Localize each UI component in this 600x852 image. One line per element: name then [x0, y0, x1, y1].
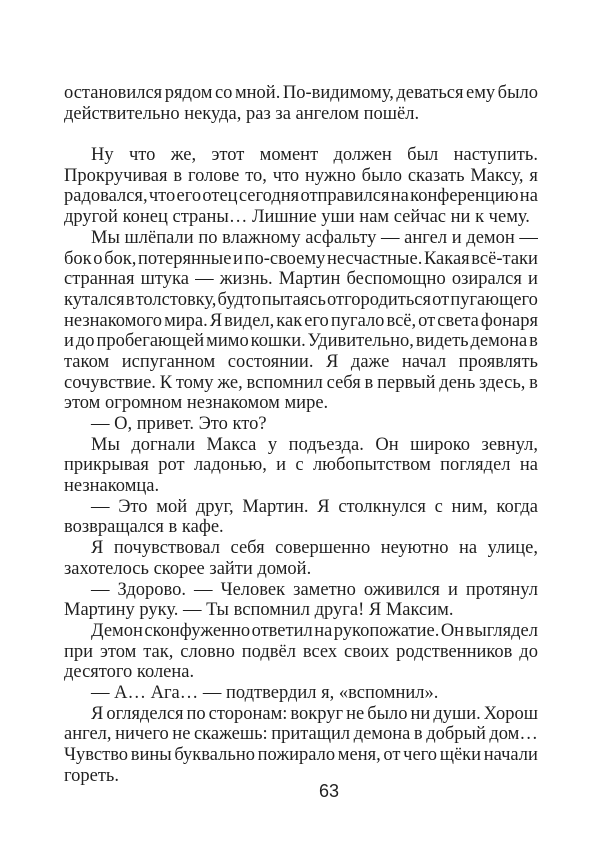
word: влажному	[222, 227, 301, 248]
word: деваться	[396, 83, 464, 103]
word: от	[432, 289, 450, 310]
text-line	[64, 373, 538, 394]
word: потерянные	[138, 248, 232, 269]
word: выглядел	[465, 620, 538, 641]
word: будто	[217, 289, 261, 310]
word: что	[272, 165, 300, 186]
text-line	[64, 435, 538, 456]
text-line	[64, 497, 538, 518]
paragraph	[64, 621, 538, 683]
word: вспомнил	[246, 372, 323, 393]
word: было	[367, 703, 408, 724]
word: К	[159, 372, 173, 393]
word: —	[519, 227, 538, 248]
text-line	[64, 228, 538, 249]
word: —	[194, 579, 213, 600]
word: Удивительно,	[307, 331, 414, 352]
word: неуютно	[380, 538, 449, 559]
page-text	[64, 83, 538, 786]
word: Мы	[91, 227, 120, 248]
word: пытаясь	[261, 289, 326, 310]
word: скажешь:	[193, 724, 268, 745]
text-line: Мартину руку. — Ты вспомнил друга! Я Максим.	[64, 600, 454, 621]
text-line: гореть.	[64, 765, 119, 786]
word: демон	[466, 227, 515, 248]
word: меня,	[337, 745, 381, 765]
word: Чувство	[64, 745, 129, 765]
word: остановился	[64, 83, 163, 103]
word: бок	[64, 248, 92, 269]
word: Здорово.	[117, 579, 186, 600]
word: Он	[440, 620, 465, 641]
word: не	[346, 703, 365, 724]
text-line	[64, 580, 538, 601]
word: мира.	[164, 310, 208, 331]
word: Мы	[91, 434, 120, 455]
paragraph	[64, 435, 538, 497]
word: мной.	[234, 83, 281, 103]
word: пробегающей	[96, 331, 205, 352]
word: нужно	[305, 165, 356, 186]
word: широко	[410, 434, 471, 455]
word: фонаря	[480, 310, 538, 331]
word: мимо	[206, 331, 249, 352]
text-line	[64, 311, 538, 332]
word: души.	[433, 703, 481, 724]
text-line: десятого колена.	[64, 662, 195, 683]
word: сегодня	[238, 186, 300, 207]
word: в	[413, 724, 423, 745]
paragraph	[64, 228, 538, 414]
text-line	[64, 704, 538, 725]
word: странная	[64, 269, 135, 290]
word: момент	[259, 145, 319, 166]
word: Ну	[91, 145, 114, 166]
text-line	[64, 538, 538, 559]
word: с	[295, 455, 304, 476]
word: до	[519, 641, 538, 662]
word: от	[418, 310, 436, 331]
word: не	[172, 724, 191, 745]
word: сторонам:	[208, 703, 288, 724]
word: как	[276, 310, 303, 331]
word: сочувствие.	[64, 372, 156, 393]
word: сказать	[407, 165, 465, 186]
word: Прокручивая	[64, 165, 168, 186]
word: родственников	[396, 641, 513, 662]
word: вокруг	[290, 703, 344, 724]
word: отец	[202, 186, 238, 207]
word: демона	[470, 331, 528, 352]
word: добрый	[426, 724, 486, 745]
text-line	[64, 724, 538, 745]
word: отправился	[300, 186, 390, 207]
text-line	[64, 352, 538, 373]
word: догнали	[131, 434, 196, 455]
word: ангел,	[64, 724, 112, 745]
text-line	[64, 145, 538, 166]
text-line	[64, 331, 538, 352]
word: состоянии.	[227, 351, 314, 372]
word: на	[390, 186, 409, 207]
word: пожирало	[257, 745, 336, 765]
word: по	[186, 703, 206, 724]
paragraph	[64, 580, 538, 621]
word: поглядел	[440, 455, 511, 476]
word: Мартин	[278, 269, 341, 290]
text-line	[64, 621, 538, 642]
text-line	[64, 249, 538, 270]
word: пугало	[330, 310, 385, 331]
word: его	[304, 310, 329, 331]
word: этом	[99, 641, 137, 662]
word: улице,	[487, 538, 538, 559]
word: рядом	[164, 83, 213, 103]
word: Я	[91, 703, 104, 724]
word: даже	[350, 351, 390, 372]
word: мой	[156, 496, 188, 517]
word: Я	[91, 538, 104, 559]
word: и	[528, 269, 538, 290]
word: со	[214, 83, 233, 103]
word: до	[75, 331, 95, 352]
word: и	[447, 579, 458, 600]
word: на	[459, 538, 478, 559]
word: —	[91, 579, 110, 600]
text-line	[64, 455, 538, 476]
word: себя	[326, 372, 361, 393]
word: беспомощно	[346, 269, 446, 290]
word: я	[529, 165, 538, 186]
word: на	[314, 620, 333, 641]
word: Это	[118, 496, 148, 517]
word: начал	[401, 351, 447, 372]
word: света	[437, 310, 479, 331]
word: Какая	[423, 248, 470, 269]
word: подъезда.	[288, 434, 364, 455]
paragraph	[64, 83, 538, 124]
word: ответил	[251, 620, 313, 641]
word: дом…	[489, 724, 538, 745]
word: почувствовал	[113, 538, 220, 559]
word: Человек	[220, 579, 286, 600]
word: с	[434, 496, 443, 517]
text-line	[64, 83, 538, 104]
word: жизнь.	[219, 269, 273, 290]
word: голове	[187, 165, 240, 186]
word: рот	[158, 455, 185, 476]
text-line	[64, 290, 538, 311]
page-footer	[0, 781, 600, 802]
word: на	[519, 186, 538, 207]
word: о	[93, 248, 103, 269]
text-line	[64, 642, 538, 663]
word: ангел	[404, 227, 448, 248]
word: Хорош	[483, 703, 538, 724]
word: чего	[403, 745, 438, 765]
text-line: — А… Ага… — подтвердил я, «вспомнил».	[91, 682, 439, 703]
word: Максу,	[470, 165, 524, 186]
word: так,	[143, 641, 174, 662]
word: у	[267, 434, 278, 455]
word: буквально	[174, 745, 255, 765]
word: конференцию	[410, 186, 519, 207]
word: словно	[180, 641, 235, 662]
word: штука	[140, 269, 189, 290]
word: бок,	[104, 248, 137, 269]
word: зевнул,	[481, 434, 538, 455]
word: был	[407, 145, 439, 166]
text-line	[64, 186, 538, 207]
text-line: захотелось скорее зайти домой.	[64, 558, 312, 579]
word: Макса	[206, 434, 257, 455]
word: и	[64, 331, 74, 352]
word: озирался	[451, 269, 522, 290]
word: незнакомого	[64, 310, 163, 331]
word: всех	[302, 641, 338, 662]
word: По-видимому,	[282, 83, 394, 103]
word: было	[361, 165, 402, 186]
word: испуганном	[121, 351, 216, 372]
word: —	[195, 269, 214, 290]
word: огляделся	[106, 703, 184, 724]
word: ним,	[451, 496, 488, 517]
word: любопытством	[312, 455, 431, 476]
word: всё-таки	[471, 248, 538, 269]
word: асфальту	[305, 227, 377, 248]
word: ни	[410, 703, 431, 724]
word: щёки	[439, 745, 482, 765]
word: видеть	[415, 331, 469, 352]
text-line: другой конец страны… Лишние уши нам сейчас ни к чему.	[64, 207, 530, 228]
word: ничего	[115, 724, 169, 745]
word: таком	[64, 351, 110, 372]
word: столкнулся	[338, 496, 426, 517]
word: протянул	[465, 579, 538, 600]
word: в	[364, 372, 374, 393]
word: ему	[465, 83, 496, 103]
word: что	[128, 145, 156, 166]
word: совершенно	[275, 538, 371, 559]
word: —	[91, 496, 110, 517]
word: несчастные.	[326, 248, 423, 269]
word: в	[529, 331, 538, 352]
word: подвёл	[241, 641, 296, 662]
word: радовался,	[64, 186, 148, 207]
word: на	[519, 455, 538, 476]
word: ладонью,	[193, 455, 267, 476]
paragraph	[64, 145, 538, 228]
text-line: этом огромном незнакомом мире.	[64, 393, 329, 414]
word: Я	[317, 496, 330, 517]
word: Я	[209, 310, 223, 331]
text-line: возвращался в кафе.	[64, 517, 224, 538]
word: кошки.	[250, 331, 306, 352]
word: оживился	[363, 579, 440, 600]
word: что	[148, 186, 176, 207]
word: начали	[483, 745, 538, 765]
paragraph	[64, 683, 538, 704]
word: было	[497, 83, 538, 103]
word: толстовку,	[135, 289, 217, 310]
word: по	[198, 227, 218, 248]
paragraph	[64, 414, 538, 435]
word: и	[233, 248, 243, 269]
text-line: действительно некуда, раз за ангелом пошёл.	[64, 103, 420, 124]
word: должен	[333, 145, 392, 166]
word: пугающего	[450, 289, 538, 310]
word: прикрывая	[64, 455, 149, 476]
paragraph	[64, 704, 538, 787]
text-line	[64, 269, 538, 290]
word: то,	[245, 165, 267, 186]
word: демона	[353, 724, 411, 745]
word: день	[439, 372, 476, 393]
word: Он	[375, 434, 399, 455]
paragraph	[64, 497, 538, 538]
word: вины	[130, 745, 172, 765]
word: по-своему	[244, 248, 326, 269]
word: Мартин.	[242, 496, 309, 517]
word: в	[173, 165, 183, 186]
text-line: незнакомца.	[64, 476, 160, 497]
word: же,	[217, 372, 243, 393]
word: себя	[230, 538, 265, 559]
word: наступить.	[453, 145, 538, 166]
word: рукопожатие.	[333, 620, 440, 641]
word: в	[125, 289, 135, 310]
word: когда	[496, 496, 538, 517]
word: и	[276, 455, 287, 476]
word: сконфуженно	[144, 620, 251, 641]
word: своих	[344, 641, 390, 662]
word: всё,	[386, 310, 417, 331]
word: —	[381, 227, 400, 248]
word: тому	[175, 372, 214, 393]
word: видел,	[224, 310, 275, 331]
word: его	[176, 186, 202, 207]
word: заметно	[293, 579, 356, 600]
word: в	[529, 372, 538, 393]
text-line: — О, привет. Это кто?	[91, 414, 267, 434]
word: и	[451, 227, 462, 248]
word: притащил	[271, 724, 351, 745]
word: Демон	[91, 620, 143, 641]
word: отгородиться	[327, 289, 432, 310]
word: проявлять	[458, 351, 538, 372]
page-number: 63	[318, 781, 340, 801]
text-line	[64, 745, 538, 766]
paragraph	[64, 538, 538, 579]
word: кутался	[64, 289, 125, 310]
word: друг,	[195, 496, 234, 517]
word: при	[64, 641, 94, 662]
word: шлёпали	[124, 227, 194, 248]
word: первый	[377, 372, 436, 393]
word: Я	[326, 351, 339, 372]
word: этот	[211, 145, 245, 166]
word: же,	[170, 145, 197, 166]
word: от	[383, 745, 401, 765]
text-line	[64, 166, 538, 187]
word: здесь,	[479, 372, 526, 393]
